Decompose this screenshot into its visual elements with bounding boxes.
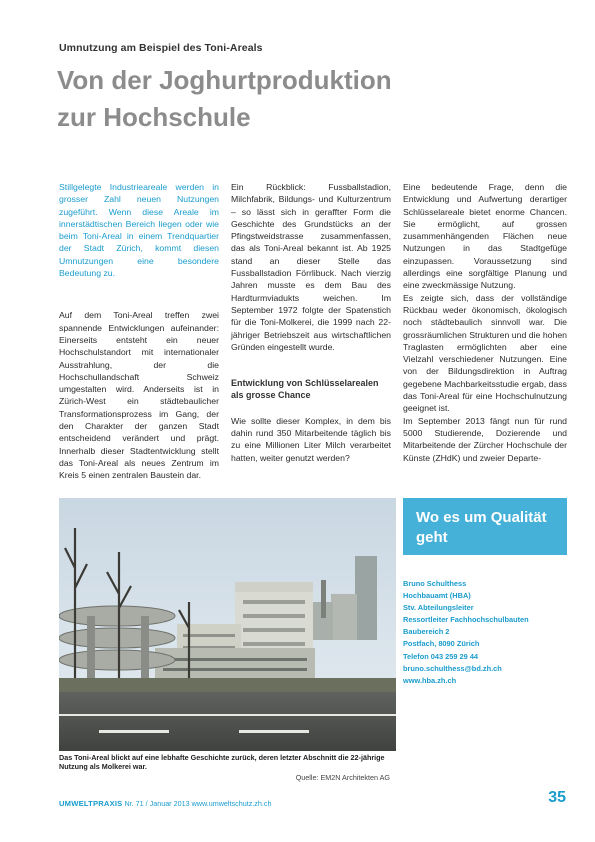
sidebar-title: Wo es um Qualität geht: [416, 509, 547, 546]
title-line-2: zur Hochschule: [57, 102, 251, 132]
body-paragraph: Auf dem Toni-Areal treffen zwei spannende Entwicklungen aufeinander: Einerseits entsteht ein neuer Hochschulstandort mit internationaler Ausstrahlung, der die Hochschullandschaft Schweiz umgestalten wird. Anderseits ist in Zürich-West ein städtebaulicher Transformationsprozess im Gang, der den Charakter der ganzen Stadt entscheidend verändert und prägt. Innerhalb dieser Stadtentwicklung stellt das Toni-Areal als neues Zentrum im Kreis 5 einen zentralen Baustein dar.: [59, 310, 219, 481]
body-paragraph: Im September 2013 fängt nun für rund 5000 Studierende, Dozierende und Mitarbeitende der Zürcher Hochschule der Künste (ZHdK) und zweier Departe-: [403, 415, 567, 463]
contact-office: Hochbauamt (HBA): [403, 591, 471, 601]
column-3: [403, 181, 567, 464]
contact-address: Postfach, 8090 Zürich: [403, 639, 480, 649]
column-1: [59, 181, 219, 482]
toni-areal-photo: [59, 498, 396, 751]
contact-website-link[interactable]: www.hba.zh.ch: [403, 675, 457, 685]
contact-email-link[interactable]: bruno.schulthess@bd.zh.ch: [403, 663, 502, 673]
article-title: [57, 62, 537, 136]
contact-block: [403, 578, 567, 687]
page-footer: [59, 799, 271, 808]
footer-brand: UMWELTPRAXIS: [59, 799, 123, 808]
body-paragraph: Es zeigte sich, dass der vollständige Rückbau weder ökonomisch, ökologisch noch städtebaulich sinnvoll war. Die grossräumlichen Strukturen und die hohen Traglasten ermöglichten aber eine Vielzahl verschiedener Nutzungen. Eine von der Bildungsdirektion in Auftrag gegebene Machbarkeitsstudie ergab, dass das Toni-Areal für eine Hochschulnutzung geeignet ist.: [403, 292, 567, 414]
contact-role: Stv. Abteilungsleiter: [403, 603, 474, 613]
page-number: 35: [548, 789, 566, 806]
photo-caption: Das Toni-Areal blickt auf eine lebhafte Geschichte zurück, deren letzter Abschnitt die 22-jährige Nutzung als Molkerei war.: [59, 753, 385, 772]
photo-credit: Quelle: EM2N Architekten AG: [295, 773, 390, 782]
title-line-1: Von der Joghurtproduktion: [57, 65, 392, 95]
body-paragraph: Wie sollte dieser Komplex, in dem bis dahin rund 350 Mitarbeitende täglich bis zu eine Millionen Liter Milch verarbeitet hatten, weiter genutzt werden?: [231, 415, 391, 463]
sidebar-title-box: [403, 498, 567, 555]
contact-department: Baubereich 2: [403, 627, 450, 637]
lead-paragraph: Stillgelegte Industrieareale werden in grosser Zahl neuen Nutzungen zugeführt. Wenn diese Areale im innerstädtischen Bereich liegen oder wie beim Toni-Areal in einem Trendquartier der Stadt Zürich, kommt diesen Umnutzungen eine besondere Bedeutung zu.: [59, 182, 219, 279]
footer-issue: Nr. 71 / Januar 2013: [124, 799, 190, 808]
article-kicker: Umnutzung am Beispiel des Toni-Areals: [59, 42, 263, 54]
contact-name: Bruno Schulthess: [403, 579, 467, 588]
section-heading: Entwicklung von Schlüsselarealen als grosse Chance: [231, 378, 379, 401]
contact-role: Ressortleiter Fachhochschulbauten: [403, 615, 529, 625]
column-2: [231, 181, 391, 464]
body-paragraph: Ein Rückblick: Fussballstadion, Milchfabrik, Bildungs- und Kulturzentrum – so lässt sich in geraffter Form die Geschichte des Grundstücks an der Pfingstweidstrasse zusammenfassen, das als Toni-Areal bekannt ist. Ab 1925 stand an dieser Stelle das Fussballstadion Förrlibuck. Nach vierzig Jahren musste es dem Bau des Hardturmviadukts weichen. Im September 1972 folgte der Spatenstich für die Toni-Molkerei, die 1999 nach 22-jähriger Betriebszeit aus wirtschaftlichen Gründen eingestellt wurde.: [231, 182, 391, 352]
footer-url[interactable]: www.umweltschutz.zh.ch: [191, 799, 272, 808]
contact-phone: Telefon 043 259 29 44: [403, 651, 479, 661]
body-paragraph: Eine bedeutende Frage, denn die Entwicklung und Aufwertung derartiger Schlüsselareale bietet enorme Chancen. Sie ermöglicht, auf grossen zusammenhängenden Flächen neue Nutzungen in das Stadtgefüge einzupassen. Voraussetzung sind allerdings eine sorgfältige Planung und eine zweckmässige Nutzung.: [403, 182, 567, 291]
